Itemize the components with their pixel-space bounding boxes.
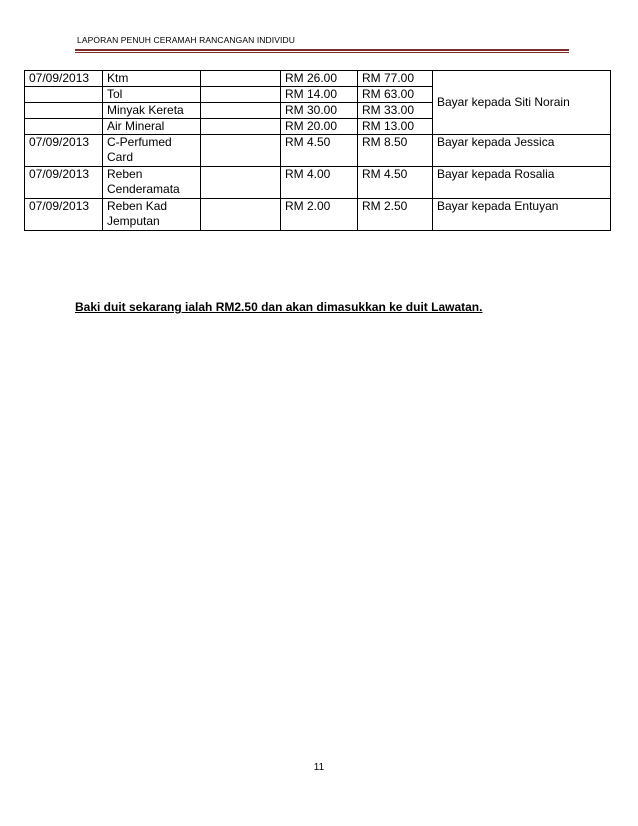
note-cell: Bayar kepada Entuyan [433,199,611,231]
date-cell: 07/09/2013 [25,71,103,87]
item-cell: C-Perfumed Card [103,135,201,167]
balance-cell: RM 33.00 [358,103,433,119]
amount-cell: RM 30.00 [281,103,358,119]
amount-cell: RM 4.00 [281,167,358,199]
blank-cell [201,71,281,87]
item-cell: Ktm [103,71,201,87]
item-cell: Reben Cenderamata [103,167,201,199]
amount-cell: RM 14.00 [281,87,358,103]
balance-cell: RM 77.00 [358,71,433,87]
page-number: 11 [313,762,325,773]
balance-cell: RM 8.50 [358,135,433,167]
blank-cell [201,135,281,167]
table-row [25,71,611,87]
note-cell: Bayar kepada Jessica [433,135,611,167]
date-cell: 07/09/2013 [25,167,103,199]
amount-cell: RM 26.00 [281,71,358,87]
date-cell [25,103,103,119]
header-rule [75,49,569,53]
note-cell [433,71,611,135]
running-header: LAPORAN PENUH CERAMAH RANCANGAN INDIVIDU [77,35,295,45]
balance-cell: RM 4.50 [358,167,433,199]
amount-cell: RM 2.00 [281,199,358,231]
blank-cell [201,103,281,119]
balance-cell: RM 13.00 [358,119,433,135]
note-cell: Bayar kepada Rosalia [433,167,611,199]
blank-cell [201,199,281,231]
amount-cell: RM 4.50 [281,135,358,167]
item-cell: Reben Kad Jemputan [103,199,201,231]
balance-cell: RM 2.50 [358,199,433,231]
date-cell: 07/09/2013 [25,135,103,167]
balance-summary: Baki duit sekarang ialah RM2.50 dan akan dimasukkan ke duit Lawatan. [75,300,483,314]
blank-cell [201,167,281,199]
item-cell: Air Mineral [103,119,201,135]
note-text: Bayar kepada Siti Norain [437,95,570,109]
table-row [25,167,611,199]
blank-cell [201,87,281,103]
expense-table [24,70,611,231]
date-cell [25,87,103,103]
table-row [25,135,611,167]
table-row [25,199,611,231]
blank-cell [201,119,281,135]
date-cell [25,119,103,135]
date-cell: 07/09/2013 [25,199,103,231]
item-cell: Tol [103,87,201,103]
balance-cell: RM 63.00 [358,87,433,103]
amount-cell: RM 20.00 [281,119,358,135]
item-cell: Minyak Kereta [103,103,201,119]
